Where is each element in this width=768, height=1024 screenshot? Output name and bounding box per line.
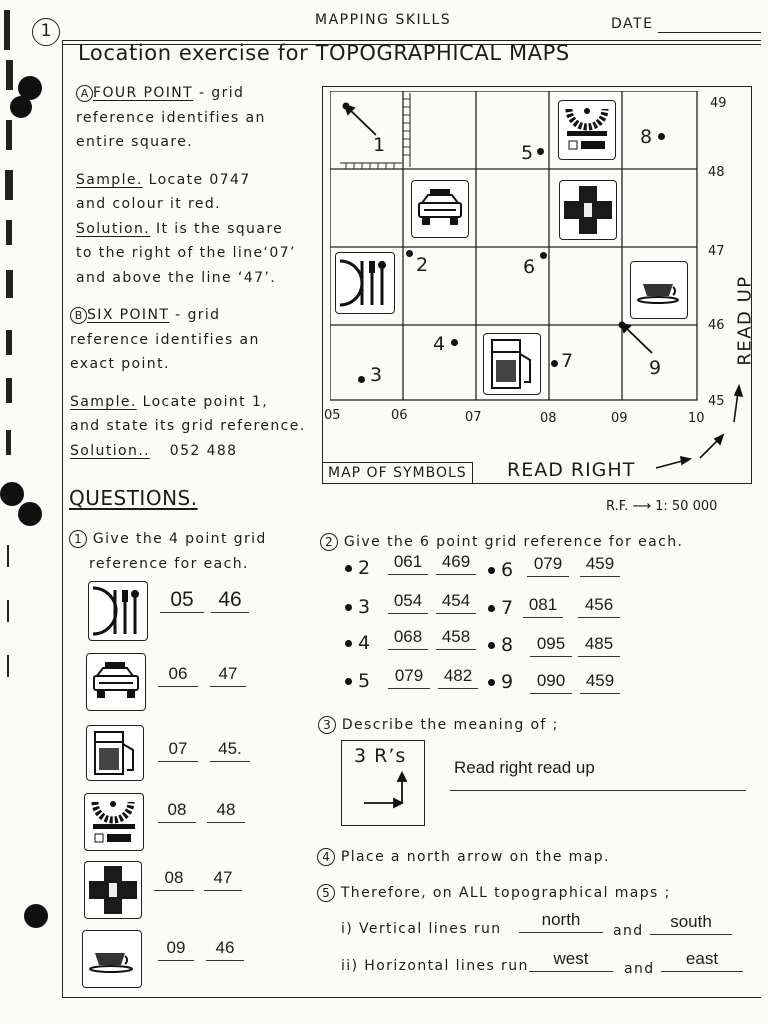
map-car-icon: [411, 180, 469, 238]
section-b-heading: SIX POINT: [87, 307, 170, 323]
section-a-sample-0: Locate 0747: [148, 171, 251, 188]
q1-ans-1-east[interactable]: 06: [158, 662, 198, 687]
point-1-dot: [343, 103, 350, 110]
q2-point-2: 2: [345, 557, 370, 579]
read-right-label: READ RIGHT: [507, 459, 636, 481]
q5-line1-label: i) Vertical lines run: [341, 921, 502, 937]
q1-ans-1-north[interactable]: 47: [210, 662, 246, 687]
point-5-dot: [537, 148, 544, 155]
x-label-06: 06: [391, 408, 408, 423]
section-b-solution-value: 052 488: [169, 442, 238, 459]
q2-ans-5-north[interactable]: 482: [438, 664, 478, 689]
q3-prompt: [318, 713, 618, 738]
x-label-09: 09: [611, 411, 628, 426]
q2-ans-3-north[interactable]: 454: [436, 589, 476, 614]
q1-fuel-pump-icon: [86, 725, 144, 781]
q2-ans-4-east[interactable]: 068: [388, 625, 428, 650]
q1-ans-5-north[interactable]: 46: [206, 936, 244, 961]
map-caption: MAP OF SYMBOLS: [322, 462, 473, 484]
section-a-line-1: reference identifies an: [76, 109, 266, 126]
q5-number: 5: [317, 884, 335, 902]
section-b-marker: B: [70, 307, 87, 324]
y-label-45: 45: [708, 394, 725, 409]
section-a: [76, 81, 328, 290]
q1-prompt: [69, 527, 309, 576]
section-a-solution-1: to the right of the line‘07’: [76, 245, 296, 261]
y-label-48: 48: [708, 165, 725, 180]
q2-ans-5-east[interactable]: 079: [388, 664, 430, 689]
section-a-sample-1: and colour it red.: [76, 196, 222, 212]
q5-line2-and: and: [624, 961, 655, 977]
x-label-05: 05: [324, 408, 341, 423]
q1-workshop-icon: [84, 793, 144, 851]
map-point-8: 8: [640, 126, 653, 148]
map-point-1: 1: [373, 134, 386, 156]
date-label: DATE: [611, 16, 654, 32]
map-point-2: 2: [416, 254, 429, 276]
section-a-heading: FOUR POINT: [93, 85, 194, 101]
q2-number: 2: [320, 533, 338, 551]
q1-number: 1: [69, 530, 87, 548]
section-b-sample-label: Sample.: [70, 393, 137, 410]
y-label-46: 46: [708, 318, 725, 333]
x-label-10: 10: [688, 411, 705, 426]
point-7-dot: [551, 360, 558, 367]
q1-ans-4-east[interactable]: 08: [154, 866, 194, 891]
date-line[interactable]: [658, 32, 761, 33]
y-label-47: 47: [708, 244, 725, 259]
map-point-7: 7: [561, 350, 574, 372]
q5-line2-label: ii) Horizontal lines run: [341, 958, 529, 974]
section-b-line-1: reference identifies an: [70, 331, 260, 348]
q1-cutlery-icon: [88, 581, 148, 641]
q1-ans-0-north[interactable]: 46: [211, 588, 249, 613]
section-b-sample-0: Locate point 1,: [142, 393, 269, 410]
q4-prompt: [317, 845, 737, 870]
q1-text-1: reference for each.: [89, 555, 249, 572]
q2-ans-8-east[interactable]: 095: [530, 632, 572, 657]
q5-line1-and: and: [613, 923, 644, 939]
q2-ans-7-east[interactable]: 081: [523, 593, 563, 618]
q5-line1-answer-b[interactable]: south: [650, 910, 732, 935]
read-right-up-arrow-icon: [362, 771, 412, 813]
map-point-5: 5: [521, 142, 534, 164]
q1-ans-3-east[interactable]: 08: [158, 798, 196, 823]
map-point-6: 6: [523, 256, 536, 278]
map-cutlery-icon: [335, 252, 395, 314]
scale-label: R.F. ⟶ 1: 50 000: [606, 499, 718, 514]
q2-point-4: 4: [345, 632, 370, 654]
q2-prompt: [320, 530, 750, 555]
binder-marks: [0, 0, 22, 720]
read-arrows: [650, 380, 750, 470]
q2-text: Give the 6 point grid reference for each.: [343, 534, 684, 550]
x-label-08: 08: [540, 411, 557, 426]
q1-hospital-cross-icon: [84, 861, 142, 919]
point-4-dot: [451, 339, 458, 346]
read-up-label: READ UP: [734, 275, 756, 366]
q1-car-icon: [86, 653, 146, 711]
q2-point-8: 8: [488, 634, 513, 656]
q2-point-7: 7: [488, 597, 513, 619]
section-a-solution-label: Solution.: [76, 220, 151, 237]
point-9-dot: [619, 322, 626, 329]
q5-text: Therefore, on ALL topographical maps ;: [340, 885, 671, 901]
x-label-07: 07: [465, 410, 482, 425]
q1-ans-3-north[interactable]: 48: [207, 798, 245, 823]
section-a-sample-label: Sample.: [76, 171, 143, 188]
q2-point-5: 5: [345, 670, 370, 692]
q5-line1-answer-a[interactable]: north: [519, 908, 603, 933]
questions-heading: QUESTIONS.: [69, 486, 198, 510]
section-b-solution-label: Solution..: [70, 442, 150, 459]
section-a-solution-2: and above the line ‘47’.: [76, 269, 277, 286]
map-point-3: 3: [370, 364, 383, 386]
map-teacup-icon: [630, 261, 688, 319]
q2-point-9: 9: [488, 671, 513, 693]
q1-ans-0-east[interactable]: 05: [160, 588, 204, 613]
q3-answer[interactable]: Read right read up: [450, 758, 746, 791]
page-number: 1: [40, 21, 52, 41]
subject-header: MAPPING SKILLS: [315, 12, 452, 28]
q4-text: Place a north arrow on the map.: [340, 849, 610, 865]
point-6-dot: [540, 252, 547, 259]
page-number-circle: [32, 18, 60, 46]
map-fuel-pump-icon: [483, 333, 541, 395]
section-a-solution-0: It is the square: [155, 220, 284, 237]
map-hospital-cross-icon: [559, 180, 617, 240]
q5-line2-answer-b[interactable]: east: [661, 947, 743, 972]
q2-ans-2-east[interactable]: 061: [388, 550, 428, 575]
q3-box-label: 3 R’s: [354, 745, 407, 767]
section-a-line-0: - grid: [198, 85, 245, 101]
q2-ans-9-east[interactable]: 090: [530, 669, 572, 694]
q3-text: Describe the meaning of ;: [341, 717, 559, 733]
page-title: Location exercise for TOPOGRAPHICAL MAPS: [78, 41, 570, 65]
point-3-dot: [358, 376, 365, 383]
section-a-marker: A: [76, 85, 93, 102]
q1-ans-2-east[interactable]: 07: [158, 737, 198, 762]
q1-ans-4-north[interactable]: 47: [204, 866, 242, 891]
q2-point-6: 6: [488, 559, 513, 581]
map-point-4: 4: [433, 333, 446, 355]
q2-ans-8-north[interactable]: 485: [578, 632, 620, 657]
q2-ans-6-north[interactable]: 459: [580, 552, 620, 577]
punch-hole: [24, 904, 48, 928]
q5-line2-answer-a[interactable]: west: [529, 947, 613, 972]
q3-symbol-box: [341, 740, 425, 826]
q2-ans-3-east[interactable]: 054: [388, 589, 428, 614]
map-workshop-icon: [558, 100, 616, 160]
section-b-line-2: exact point.: [70, 356, 170, 372]
q2-ans-2-north[interactable]: 469: [436, 550, 476, 575]
section-b-line-0: - grid: [175, 307, 221, 323]
q2-point-3: 3: [345, 596, 370, 618]
q1-ans-5-east[interactable]: 09: [158, 936, 194, 961]
q2-ans-6-east[interactable]: 079: [527, 552, 569, 577]
q1-ans-2-north[interactable]: 45.: [210, 737, 250, 762]
q4-number: 4: [317, 848, 335, 866]
q5-prompt: [317, 881, 737, 906]
section-b: [70, 303, 328, 463]
q2-ans-7-north[interactable]: 456: [578, 593, 620, 618]
q1-teacup-icon: [82, 930, 142, 988]
section-b-sample-1: and state its grid reference.: [70, 418, 306, 434]
q2-ans-4-north[interactable]: 458: [436, 625, 476, 650]
map-point-9: 9: [649, 357, 662, 379]
y-label-49: 49: [710, 96, 727, 111]
point-8-dot: [658, 133, 665, 140]
q2-ans-9-north[interactable]: 459: [580, 669, 620, 694]
q3-number: 3: [318, 716, 336, 734]
point-2-dot: [406, 250, 413, 257]
section-a-line-2: entire square.: [76, 134, 194, 150]
q1-text-0: Give the 4 point grid: [92, 531, 267, 547]
